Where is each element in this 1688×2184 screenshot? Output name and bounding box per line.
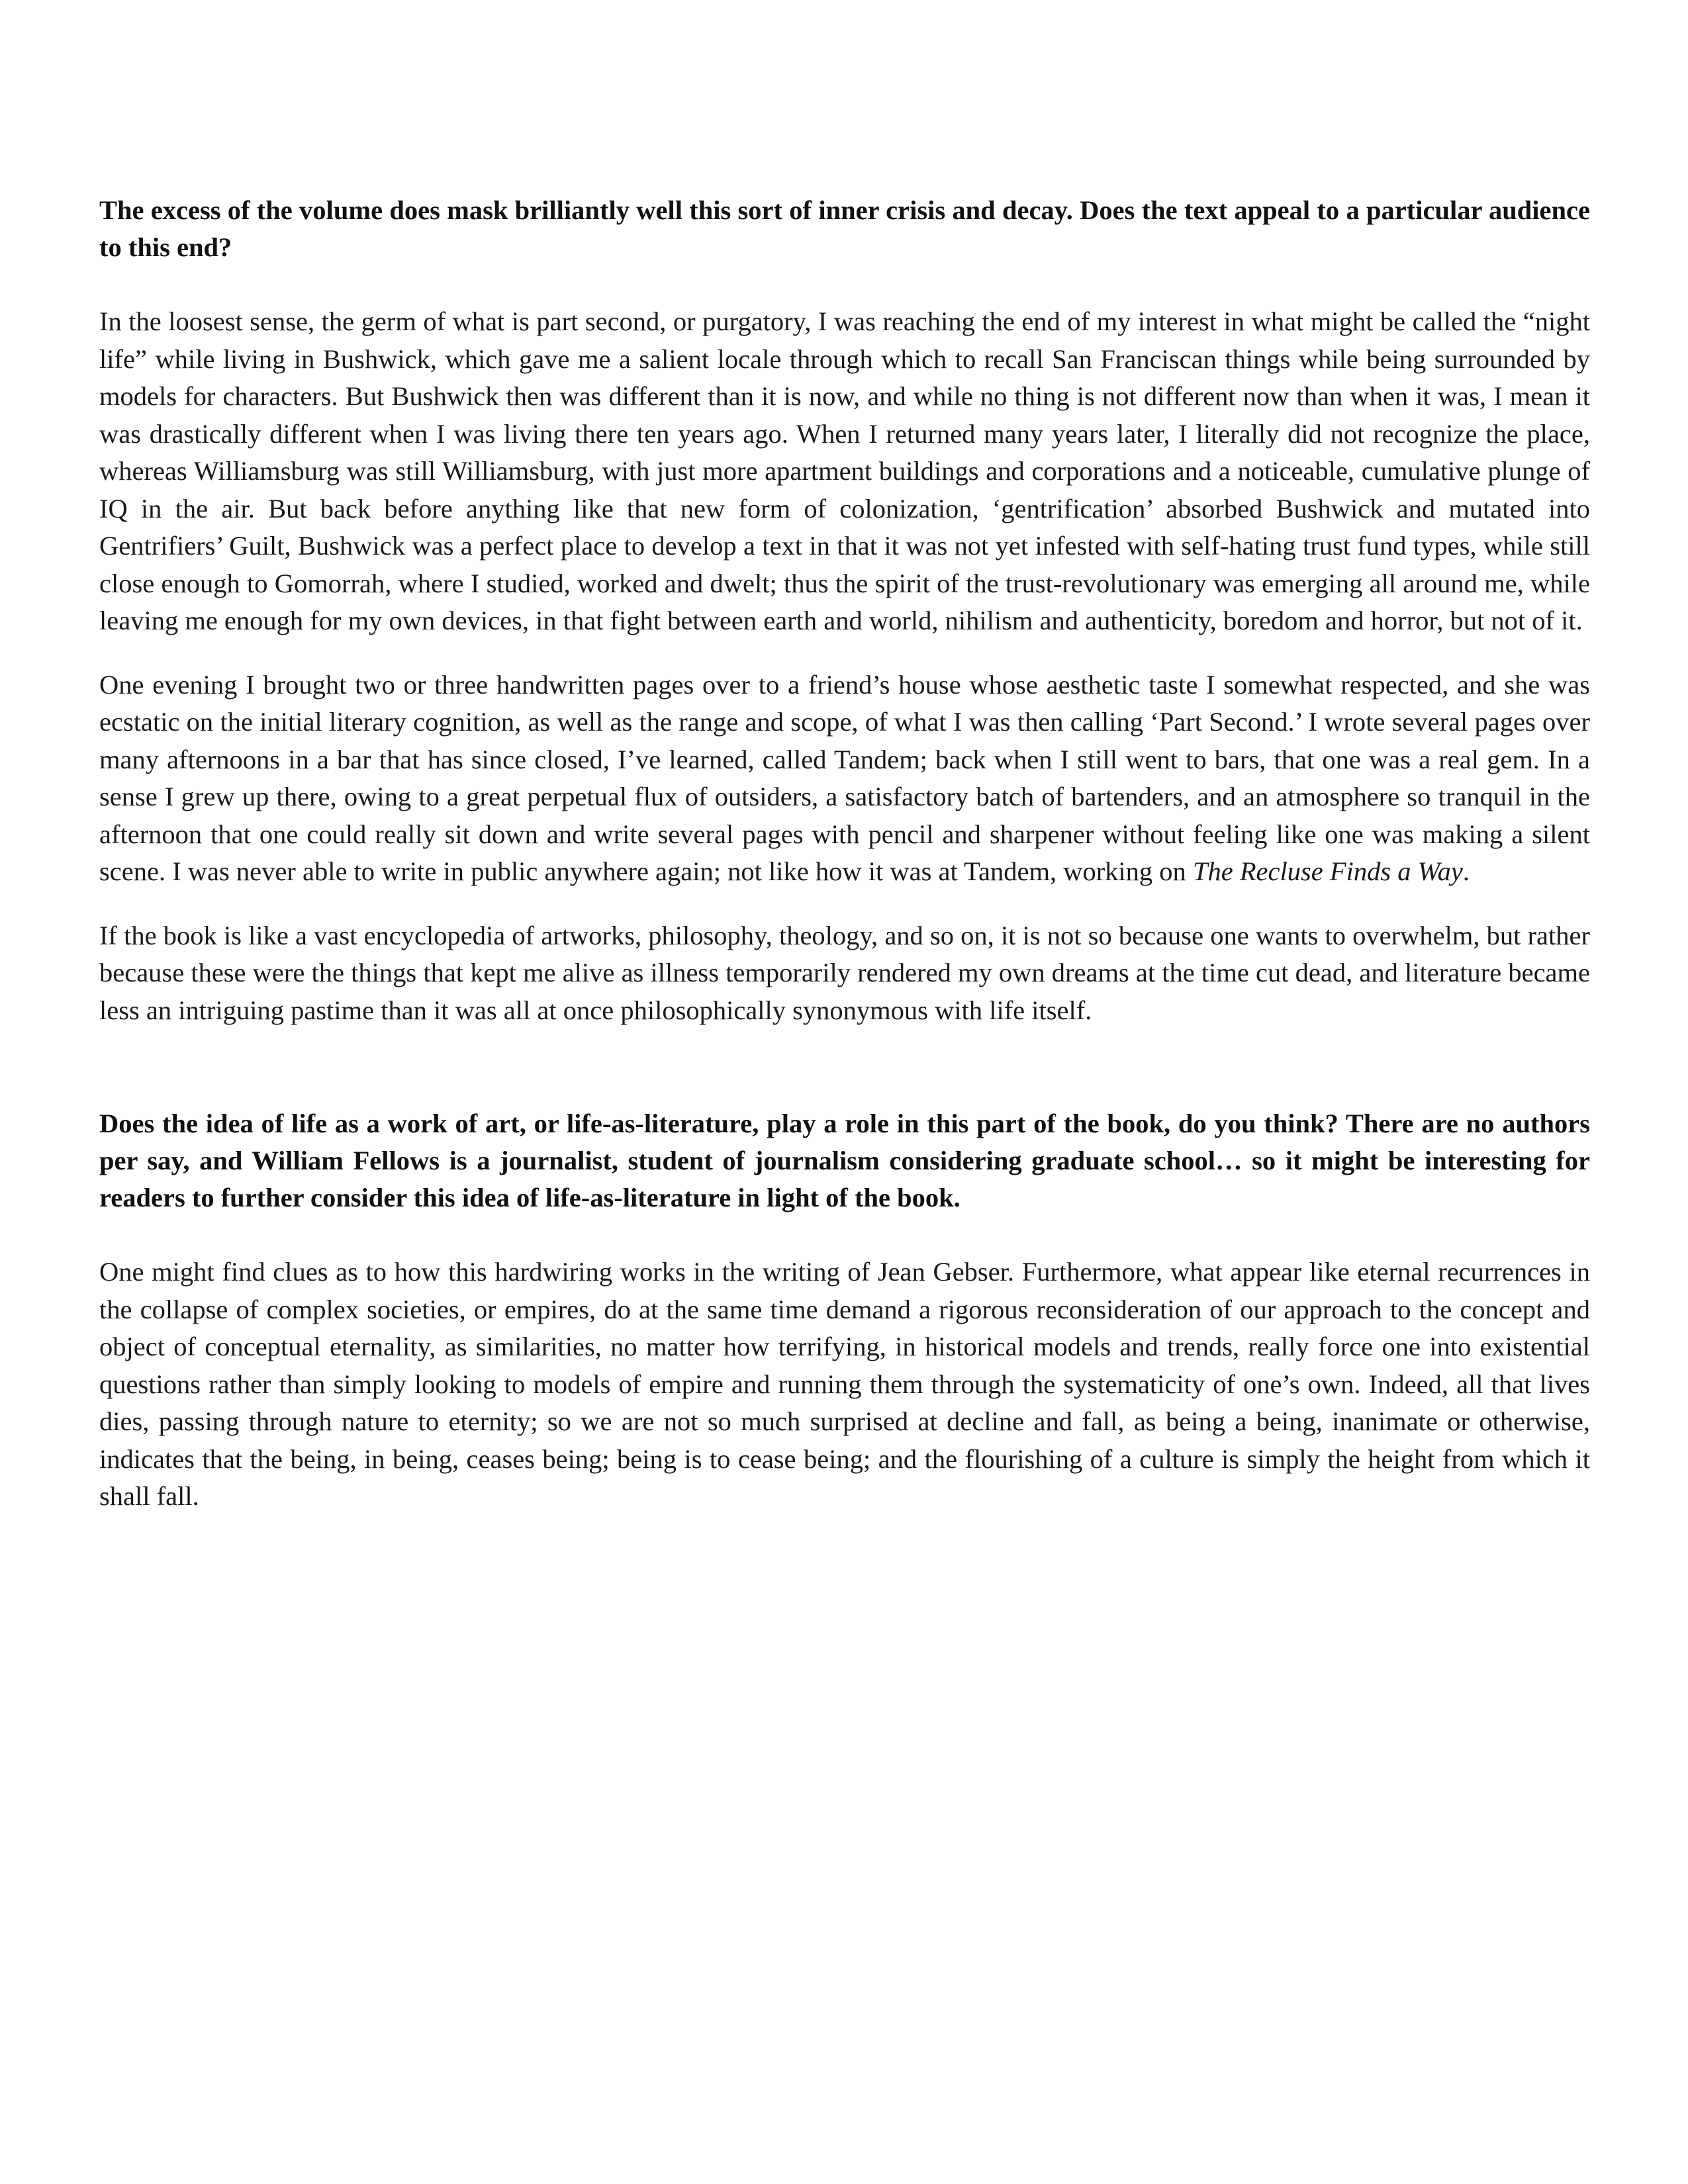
answer-paragraph: In the loosest sense, the germ of what is part second, or purgatory, I was reaching the end of my interest in what might be called the “night life” while living in Bushwick, which gave me a salient locale through which to recall San Franciscan things while being surrounded by models for characters. But Bushwick then was different than it is now, and while no thing is not different now than when it was, I mean it was drastically different when I was living there ten years ago. When I returned many years later, I literally did not recognize the place, whereas Williamsburg was still Williamsburg, with just more apartment buildings and corporations and a noticeable, cumulative plunge of IQ in the air. But back before anything like that new form of colonization, ‘gentrification’ absorbed Bushwick and mutated into Gentrifiers’ Guilt, Bushwick was a perfect place to develop a text in that it was not yet infested with self-hating trust fund types, while still close enough to Gomorrah, where I studied, worked and dwelt; thus the spirit of the trust-revolutionary was emerging all around me, while leaving me enough for my own devices, in that fight between earth and world, nihilism and authenticity, boredom and horror, but not of it.: [99, 306, 1590, 635]
spacer: [99, 891, 1590, 917]
answer-paragraph-text: One evening I brought two or three handwritten pages over to a friend’s house whose aesthetic taste I somewhat respected, and she was ecstatic on the initial literary cognition, as well as the range and scope, of what I was then calling ‘Part Second.’ I wrote several pages over many afternoons in a bar that has since closed, I’ve learned, called Tandem; back when I still went to bars, that one was a real gem. In a sense I grew up there, owing to a great perpetual flux of outsiders, a satisfactory batch of bartenders, and an atmosphere so tranquil in the afternoon that one could really sit down and write several pages with pencil and sharpener without feeling like one was making a silent scene. I was never able to write in public anywhere again; not like how it was at Tandem, working on: [99, 669, 1590, 886]
interview-section-1: [99, 192, 1590, 1029]
answer-paragraph: One might find clues as to how this hardwiring works in the writing of Jean Gebser. Furthermore, what appear like eternal recurrences in the collapse of complex societies, or empires, do at the same time demand a rigorous reconsideration of our approach to the concept and object of conceptual eternality, as similarities, no matter how terrifying, in historical models and trends, really force one into existential questions rather than simply looking to models of empire and running them through the systematicity of one’s own. Indeed, all that lives dies, passing through nature to eternity; so we are not so much surprised at decline and fall, as being a being, inanimate or otherwise, indicates that the being, in being, ceases being; being is to cease being; and the flourishing of a culture is simply the height from which it shall fall.: [99, 1257, 1590, 1511]
spacer: [99, 1216, 1590, 1253]
document-page: [99, 192, 1590, 1516]
interview-question: Does the idea of life as a work of art, or life-as-literature, play a role in this part of the book, do you think? There are no authors per say, and William Fellows is a journalist, student of journalism considering graduate school… so it might be interesting for readers to further consider this idea of life-as-literature in light of the book.: [99, 1109, 1590, 1212]
interview-section-2: [99, 1105, 1590, 1516]
answer-paragraph: [99, 666, 1590, 891]
interview-question: The excess of the volume does mask brilliantly well this sort of inner crisis and decay. Does the text appeal to a particular audience to this end?: [99, 195, 1590, 262]
book-title: The Recluse Finds a Way: [1192, 856, 1463, 886]
spacer: [99, 266, 1590, 303]
section-divider-space: [99, 1029, 1590, 1105]
spacer: [99, 640, 1590, 666]
answer-paragraph: If the book is like a vast encyclopedia of artworks, philosophy, theology, and so on, it is not so because one wants to overwhelm, but rather because these were the things that kept me alive as illness temporarily rendered my own dreams at the time cut dead, and literature became less an intriguing pastime than it was all at once philosophically synonymous with life itself.: [99, 920, 1590, 1025]
punctuation: .: [1462, 856, 1470, 886]
